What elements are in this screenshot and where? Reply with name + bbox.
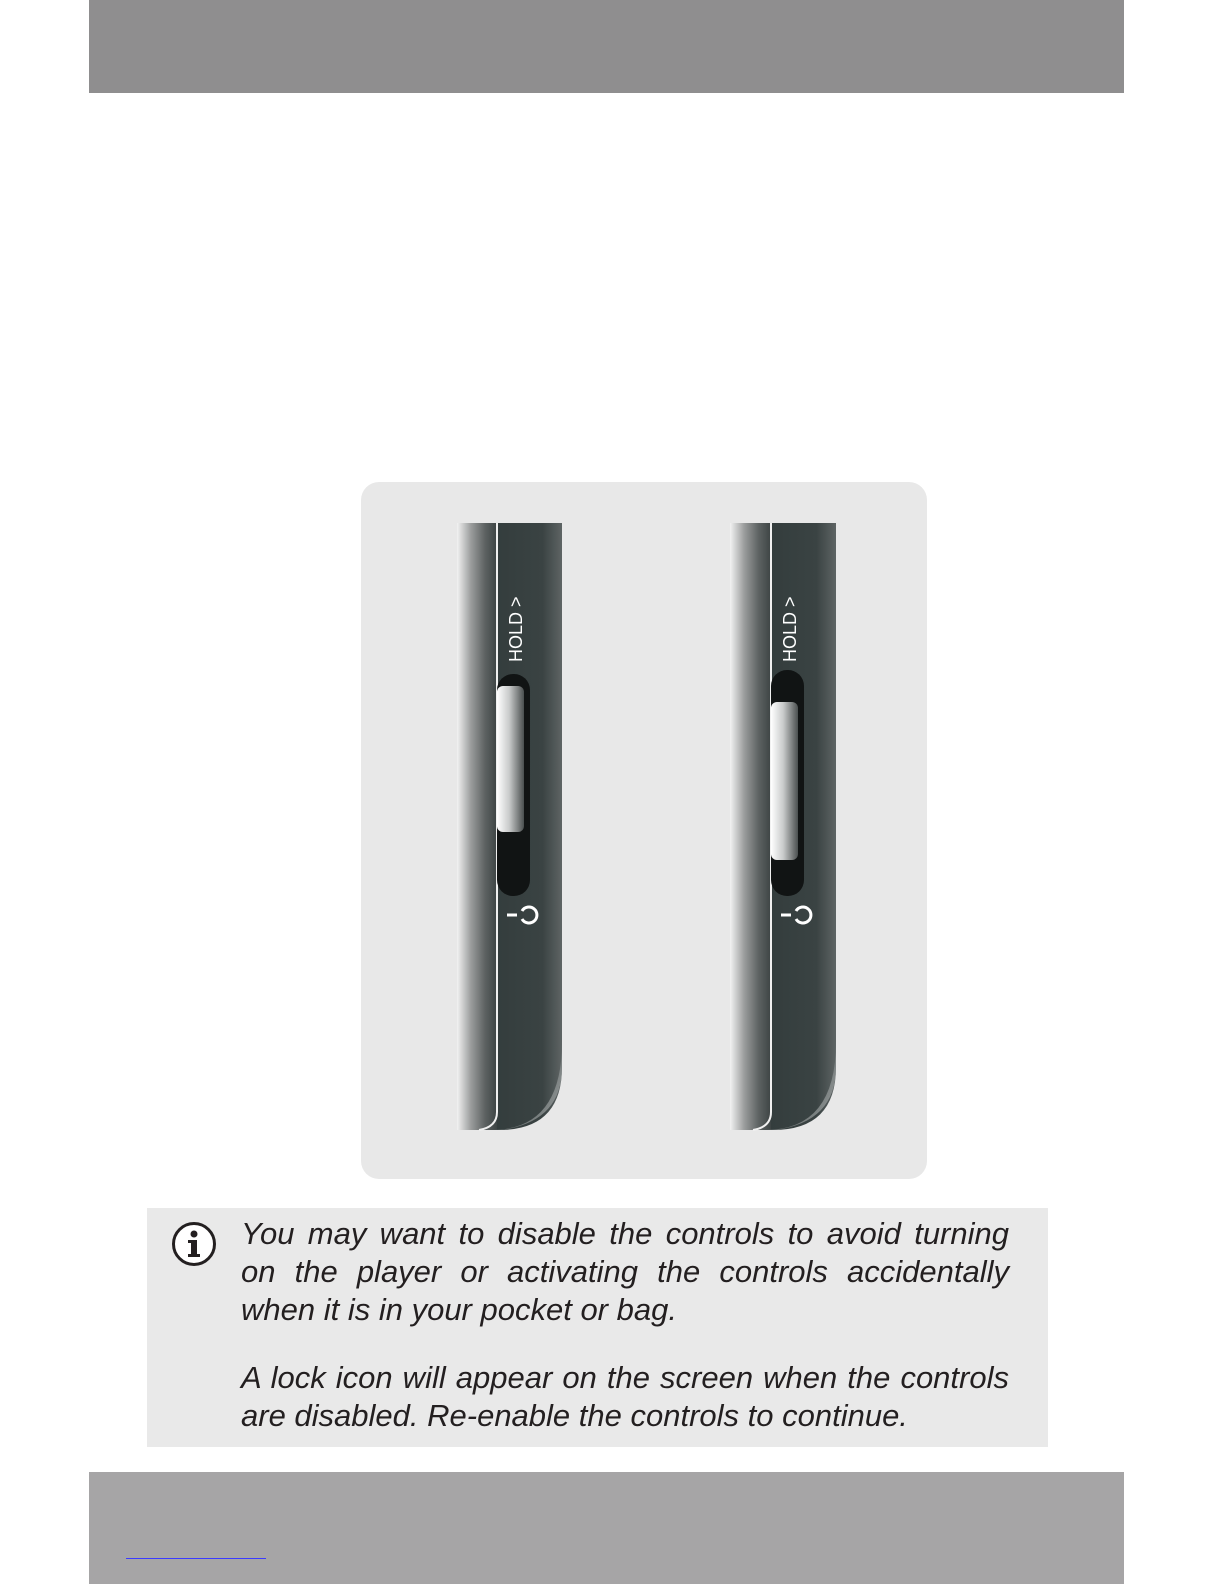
note-paragraph: You may want to disable the controls to avoid turning on the player or activating the controls accidentally when it is in your pocket or bag. — [241, 1216, 1009, 1327]
info-note — [147, 1208, 1048, 1447]
hold-switch-illustration — [361, 482, 927, 1179]
footer-link-underline[interactable] — [126, 1558, 266, 1559]
device-side-left — [457, 523, 562, 1130]
device-side-right — [730, 523, 836, 1130]
note-paragraph: A lock icon will appear on the screen when the controls are disabled. Re-enable the controls to continue. — [241, 1360, 1009, 1433]
hold-label: HOLD > — [780, 596, 800, 662]
info-icon — [171, 1221, 217, 1267]
header-bar — [89, 0, 1124, 93]
hold-switch-slider[interactable] — [771, 702, 798, 860]
hold-switch-slider[interactable] — [497, 686, 524, 832]
hold-label: HOLD > — [506, 596, 526, 662]
footer-bar — [89, 1472, 1124, 1584]
